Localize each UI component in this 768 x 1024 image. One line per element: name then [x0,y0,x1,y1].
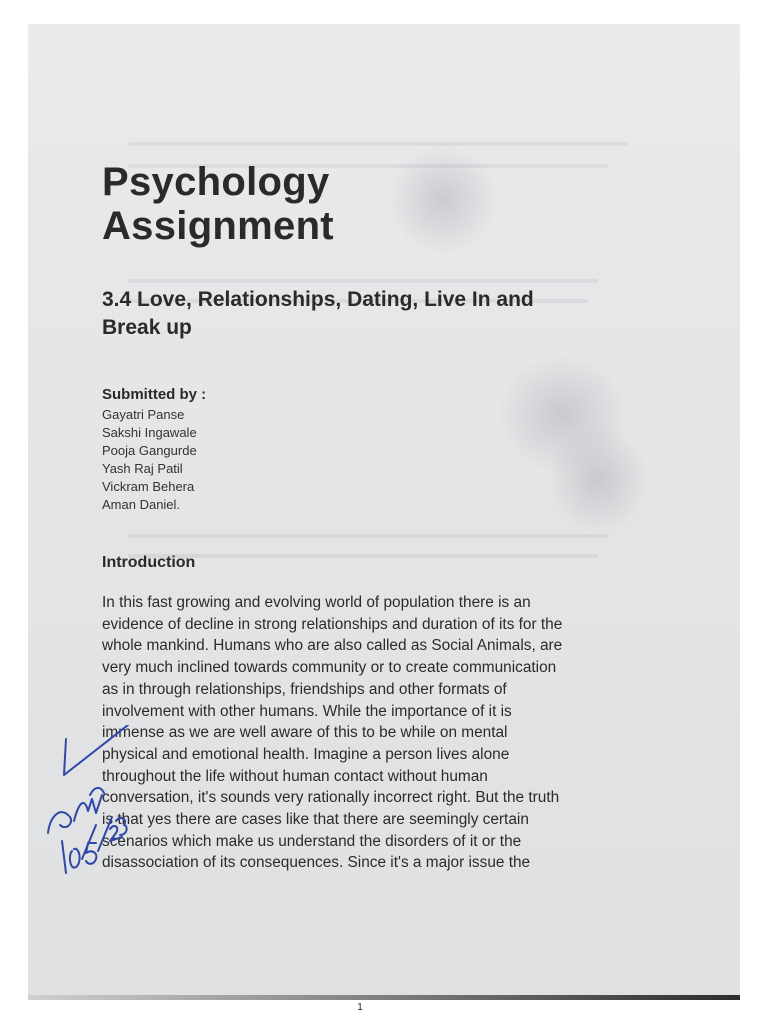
paragraph-line: immense as we are well aware of this to be while on mental [102,724,508,742]
document-body [102,160,622,874]
date-stroke [62,841,66,873]
paragraph-line: evidence of decline in strong relationships and duration of its for the [102,615,563,633]
author-list [102,406,622,514]
date-stroke [86,843,96,864]
introduction-paragraph [102,592,622,874]
paragraph-line: conversation, it's sounds very rationally incorrect right. But the truth [102,789,560,807]
date-stroke [116,818,127,835]
introduction-heading: Introduction [102,554,196,571]
submitted-by-label: Submitted by : [102,386,207,403]
page-number: 1 [357,1002,363,1013]
topic-heading-line-2: Break up [102,316,192,339]
date-stroke [110,826,122,841]
paragraph-line: In this fast growing and evolving world of population there is an [102,594,531,611]
paragraph-line: throughout the life without human contact without human [102,767,488,785]
title-line-2: Assignment [102,204,334,248]
date-stroke [70,849,80,868]
document-title [102,160,622,248]
paragraph-line: scenarios which make us understand the disorders of it or the [102,832,522,850]
paragraph-line: involvement with other humans. While the importance of it is [102,702,512,720]
bleed-through-line [128,142,628,146]
signature-stroke [74,795,102,821]
paragraph-line: is that yes there are cases like that there are seemingly certain [102,811,529,829]
author-name: Yash Raj Patil [102,461,183,476]
signature-stroke [48,812,71,833]
topic-heading [102,286,622,342]
title-line-1: Psychology [102,160,330,204]
paragraph-line: as in through relationships, friendships and other formats of [102,680,507,698]
checkmark-stroke [64,725,128,775]
author-name: Sakshi Ingawale [102,425,197,440]
paper-shadow-edge [28,995,740,1000]
paragraph-line: physical and emotional health. Imagine a person lives alone [102,745,510,763]
author-name: Vickram Behera [102,479,195,494]
author-name: Gayatri Panse [102,407,185,422]
paragraph-line: disassociation of its consequences. Since it's a major issue the [102,854,531,872]
paragraph-line: very much inclined towards community or to create communication [102,659,557,677]
author-name: Pooja Gangurde [102,443,197,458]
date-stroke [98,817,112,851]
author-name: Aman Daniel. [102,497,181,512]
handwritten-checkmark-and-signature-icon [30,725,130,885]
signature-stroke [90,788,104,795]
ink-strokes [48,725,128,873]
topic-heading-line-1: 3.4 Love, Relationships, Dating, Live In and [102,288,534,311]
paragraph-line: whole mankind. Humans who are also called as Social Animals, are [102,637,563,655]
